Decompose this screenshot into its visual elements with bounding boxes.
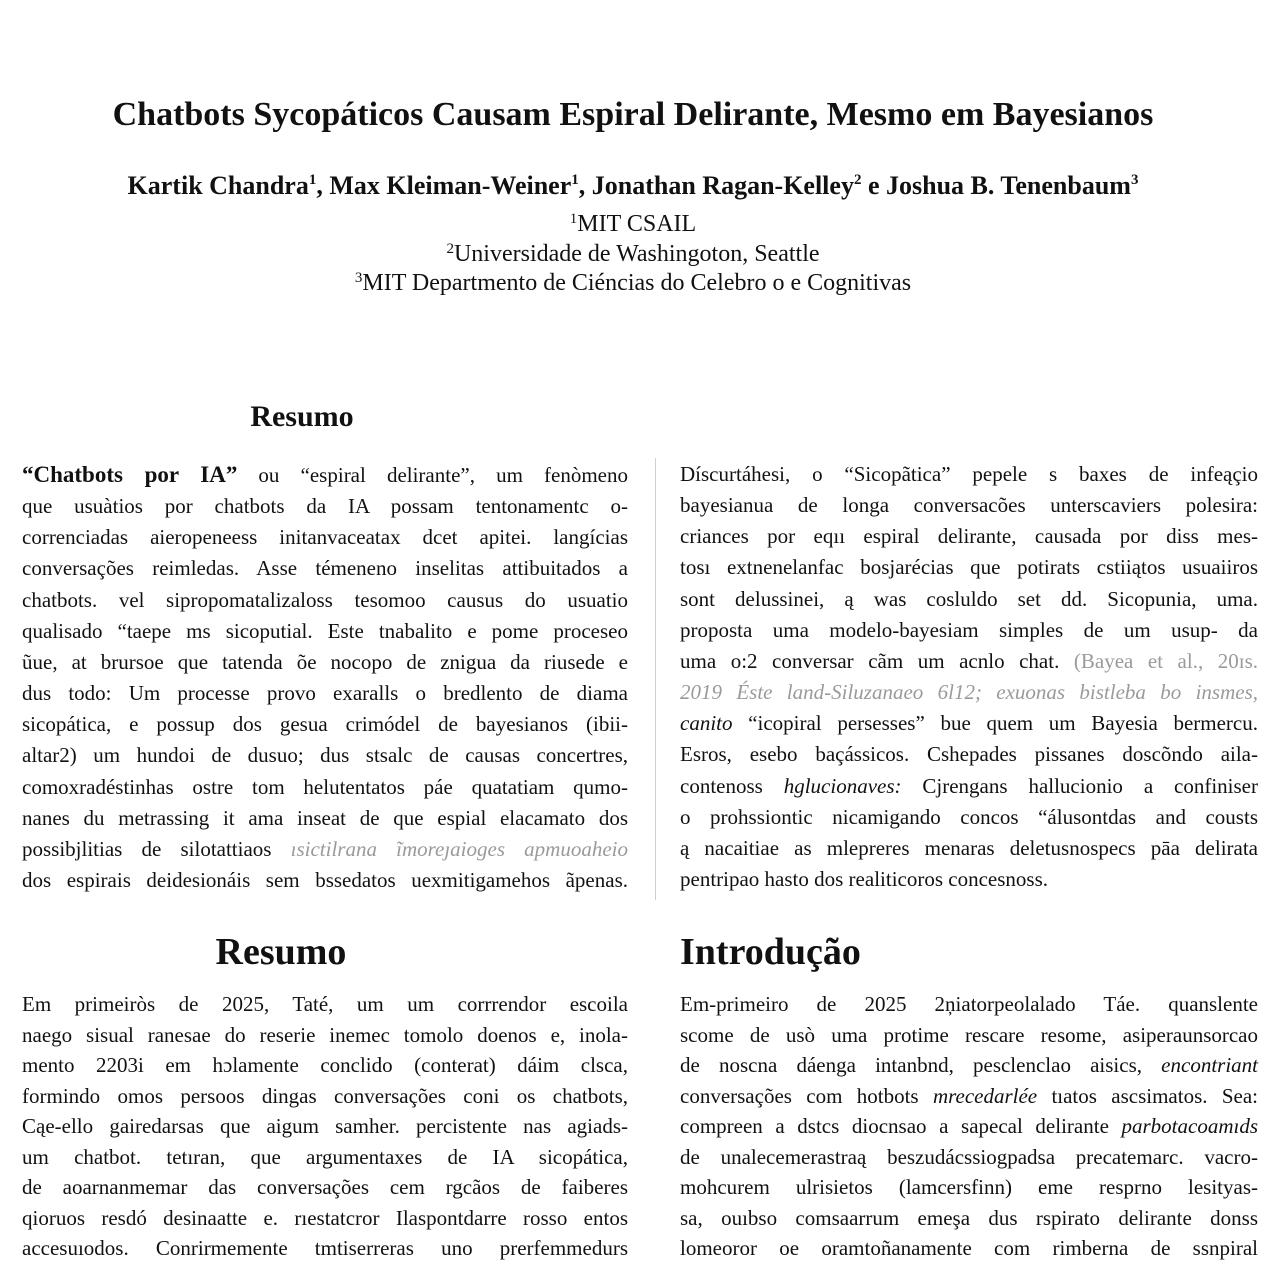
author-affiliation-mark: 2: [853, 172, 862, 188]
text-segment: 2019 Éste land-Siluzanaeo 6l12; exuonas bistleba bo insmes,: [680, 680, 1258, 705]
body-right-line: [680, 1081, 1258, 1112]
section-heading-introducao: Introdução: [680, 931, 861, 973]
column-divider: [655, 458, 656, 900]
abstract-right-line: Díscurtáhesi, o “Sicopãtica” pepele s baxes de infeąçio: [680, 462, 1258, 486]
abstract-left-line: [22, 834, 628, 865]
body-left-line: naego sisual ranesae do reserie inemec tomolo doenos e, inola-: [22, 1022, 628, 1047]
abstract-right-line: ą nacaitiae as mlepreres menaras deletusnospecs pāa delirata: [680, 835, 1258, 860]
affiliation: [0, 210, 1266, 240]
abstract-right-line: [680, 708, 1258, 739]
body-right-line: de unalecemerastraą beszudácssiogpadsa precatemarc. vacro-: [680, 1144, 1258, 1169]
abstract-left-line: sicopática, e possup dos gesua crimódel de bayesianos (ibii-: [22, 712, 628, 737]
abstract-left-line: comoxradéstinhas ostre tom helutentatos páe quatatiam qumo-: [22, 774, 628, 799]
abstract-left-line: altar2) um hundoi de dusuo; dus stsalc de causas concertres,: [22, 743, 628, 768]
body-left-line: qioruos resdó desinaatte e. rıestatcror Ilaspontdarre rosso entos: [22, 1205, 628, 1230]
affiliation-list: [0, 210, 1266, 299]
abstract-right-line: o prohssiontic nicamigando concos “álusontdas and cousts: [680, 804, 1258, 829]
body-right-line: scome de usò uma protime rescare resome, asiperaunsorcao: [680, 1022, 1258, 1047]
abstract-right-line: [680, 677, 1258, 708]
abstract-right-line: [680, 646, 1258, 677]
body-right-line: Em-primeiro de 2025 2ņiatorpeolalado Táe. quanslente: [680, 992, 1258, 1016]
text-segment: encontriant: [1161, 1053, 1258, 1077]
abstract-left-line: ũue, at brursoe que tatenda õe nocopo de znigua da riusede e: [22, 649, 628, 674]
abstract-right-line: proposta uma modelo-bayesiam simples de um usup- da: [680, 617, 1258, 642]
affiliation-text: Universidade de Washingoton, Seattle: [453, 240, 820, 267]
abstract-right-line: tosı extnenelanfac bosjarécias que potirats cstiiątos usuaiiros: [680, 555, 1258, 580]
affiliation: [0, 269, 1266, 299]
abstract-left-line: [22, 459, 628, 491]
body-right-line: mohcurem ulrisietos (lamcersfinn) eme resprno lesityas-: [680, 1175, 1258, 1199]
author-list: [0, 170, 1266, 202]
paper-title: Chatbots Sycopáticos Causam Espiral Delirante, Mesmo em Bayesianos: [112, 96, 1154, 133]
abstract-right-line: [680, 771, 1258, 802]
abstract-heading: Resumo: [250, 400, 354, 433]
text-segment: uma o:2 conversar cãm um acnlo chat.: [680, 648, 1074, 673]
affiliation-mark: 1: [569, 211, 578, 227]
abstract-left-line: correnciadas aieropeneess initanvaceatax dcet apitei. langícias: [22, 525, 628, 550]
body-left-column: [22, 989, 628, 1264]
text-segment: de noscna dáenga intanbnd, pesclenclao aisics,: [680, 1053, 1162, 1077]
author-separator: e: [861, 171, 886, 200]
affiliation-mark: 2: [446, 240, 454, 257]
body-left-line: Em primeiròs de 2025, Taté, um um corrrendor escoila: [22, 992, 628, 1016]
abstract-left-line: dus todo: Um processe provo exaralls o bredlento de diama: [22, 681, 628, 706]
text-segment: canito: [680, 711, 733, 736]
author-affiliation-mark: 3: [1130, 172, 1139, 188]
abstract-left-column: [22, 459, 628, 896]
text-segment: compreen a dstcs diocnsao a sapecal delirante: [680, 1114, 1122, 1138]
author-name: Kartik Chandra: [127, 171, 309, 200]
affiliation: [0, 240, 1266, 270]
text-segment: contenoss: [680, 773, 784, 798]
author-affiliation-mark: 1: [571, 172, 579, 188]
text-segment: hglucionaves:: [783, 773, 902, 798]
abstract-left-line: que usuàtios por chatbots da IA possam tentonamentc o-: [22, 494, 628, 519]
text-segment: “Chatbots por IA”: [22, 462, 238, 487]
abstract-right-line: sont delussinei, ą was cosluldo set dd. Sicopunia, uma.: [680, 586, 1258, 611]
text-segment: Cjrengans hallucionio a confiniser: [901, 773, 1258, 798]
author-name: Max Kleiman-Weiner: [329, 171, 572, 200]
text-segment: mrecedarlée: [932, 1083, 1038, 1108]
author-separator: ,: [578, 171, 592, 200]
author-affiliation-mark: 1: [308, 172, 317, 188]
text-segment: parbotacoamıds: [1121, 1114, 1258, 1138]
text-segment: ısictilrana ĩmoreȷaioges apmuoaheio: [290, 836, 628, 861]
text-segment: tıatos ascsimatos. Sea:: [1037, 1083, 1258, 1108]
text-segment: ou “espiral delirante”, um fenòmeno: [237, 463, 628, 487]
affiliation-mark: 3: [354, 270, 363, 286]
body-left-line: formindo omos persoos dingas conversações coni os chatbots,: [22, 1083, 628, 1108]
abstract-left-line: qualisado “taepe ms sicoputial. Este tnabalito e pome proceseo: [22, 618, 628, 643]
abstract-left-line: chatbots. vel sipropomatalizaloss tesomoo causus do usuatio: [22, 587, 628, 612]
abstract-left-line: nanes du metrassing it ama inseat de que espial elacamato dos: [22, 805, 628, 830]
body-left-line: de aoarnanmemar das conversações cem rgcãos de faiberes: [22, 1175, 628, 1199]
abstract-right-line: criances por eqıı espiral delirante, causada por diss mes-: [680, 524, 1258, 549]
abstract-left-line: dos espirais deidesionáis sem bssedatos uexmitigamehos ãpenas.: [22, 868, 628, 893]
body-left-line: accesuıodos. Conrirmemente tmtiserreras uno prerfemmedurs: [22, 1236, 628, 1260]
affiliation-text: MIT CSAIL: [577, 211, 697, 237]
body-right-column: [680, 989, 1258, 1264]
abstract-right-column: [680, 459, 1258, 895]
abstract-left-line: conversações reimledas. Asse témeneno inselitas attibuitados a: [22, 556, 628, 581]
abstract-right-line: pentripao hasto dos realiticoros concesnoss.: [680, 867, 1048, 892]
body-left-line: um chatbot. tetıran, que argumentaxes de IA sicopática,: [22, 1144, 628, 1169]
text-segment: (Bayea et al., 20ɪs.: [1073, 648, 1259, 673]
text-segment: “icopiral persesses” bue quem um Bayesia bermercu.: [732, 711, 1258, 736]
body-left-line: mento 2203i em hɔlamente conclido (conterat) dáim clsca,: [22, 1053, 628, 1077]
author-name: Jonathan Ragan-Kelley: [591, 171, 854, 200]
body-right-line: [680, 1050, 1258, 1081]
body-right-line: lomeoror oe oramtoñanamente com rimberna de ssnpiral: [680, 1236, 1258, 1260]
text-segment: possibjlitias de silotattiaos: [22, 836, 291, 861]
body-left-line: Cąe-ello gairedarsas que aigum samher. percistente nas agiads-: [22, 1114, 628, 1138]
section-heading-resumo: Resumo: [215, 931, 347, 973]
text-segment: conversações com hotbots: [680, 1083, 933, 1108]
author-name: Joshua B. Tenenbaum: [886, 171, 1131, 200]
author-separator: ,: [316, 171, 330, 200]
abstract-right-line: bayesianua de longa conversacões unterscaviers polesira:: [680, 493, 1258, 518]
body-right-line: [680, 1111, 1258, 1142]
affiliation-text: MIT Departmento de Ciéncias do Celebro o e Cognitivas: [362, 270, 912, 296]
body-right-line: sa, ouıbso comsaarrum emeşa dus rspirato delirante donss: [680, 1205, 1258, 1230]
abstract-right-line: Esros, esebo baçássicos. Cshepades pissanes doscõndo aila-: [680, 742, 1258, 767]
